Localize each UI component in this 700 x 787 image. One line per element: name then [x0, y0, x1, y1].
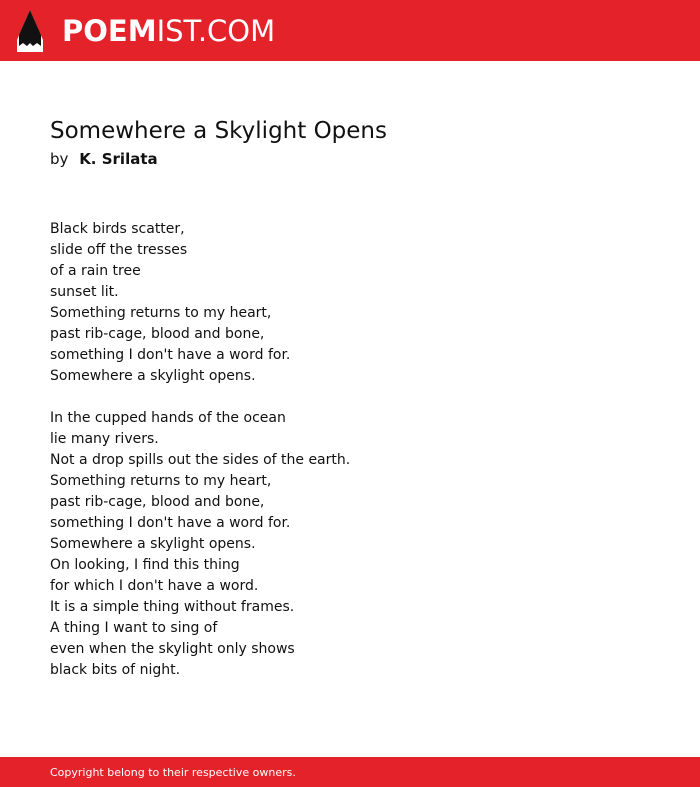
- pencil-tip-icon: [17, 10, 43, 52]
- poem-line: black bits of night.: [50, 662, 181, 678]
- by-label: by: [50, 150, 69, 168]
- poem-line: It is a simple thing without frames.: [50, 599, 295, 615]
- poem-line: slide off the tresses: [50, 242, 188, 258]
- poem-title: Somewhere a Skylight Opens: [50, 118, 387, 144]
- site-logo-link[interactable]: [17, 9, 275, 53]
- copyright-notice: Copyright belong to their respective owners.: [50, 766, 296, 779]
- poem-line: for which I don't have a word.: [50, 578, 259, 594]
- poem-line: past rib-cage, blood and bone,: [50, 326, 265, 342]
- poem-line: Something returns to my heart,: [50, 473, 272, 489]
- poem-line: something I don't have a word for.: [50, 347, 291, 363]
- poem-line: something I don't have a word for.: [50, 515, 291, 531]
- site-header: [0, 0, 700, 61]
- site-footer: [0, 757, 700, 787]
- poem-stanza: [50, 219, 650, 387]
- poem-line: even when the skylight only shows: [50, 641, 295, 657]
- poem-line: Something returns to my heart,: [50, 305, 272, 321]
- poem-line: Somewhere a skylight opens.: [50, 368, 256, 384]
- logo-light-text: IST.COM: [156, 14, 276, 48]
- poem-line: of a rain tree: [50, 263, 141, 279]
- poem-line: lie many rivers.: [50, 431, 159, 447]
- poem-line: Somewhere a skylight opens.: [50, 536, 256, 552]
- poem-line: past rib-cage, blood and bone,: [50, 494, 265, 510]
- poem-body: [50, 219, 650, 681]
- byline: [50, 149, 650, 169]
- author-name: K. Srilata: [79, 150, 158, 168]
- poem-line: A thing I want to sing of: [50, 620, 218, 636]
- poem-line: Black birds scatter,: [50, 221, 185, 237]
- poem-line: Not a drop spills out the sides of the earth.: [50, 452, 351, 468]
- poem-line: On looking, I find this thing: [50, 557, 240, 573]
- poem-stanza: [50, 408, 650, 681]
- poem-content: [50, 116, 650, 681]
- poem-line: In the cupped hands of the ocean: [50, 410, 286, 426]
- site-logo-text: [62, 9, 275, 53]
- poem-line: sunset lit.: [50, 284, 119, 300]
- logo-bold-text: POEM: [62, 14, 157, 48]
